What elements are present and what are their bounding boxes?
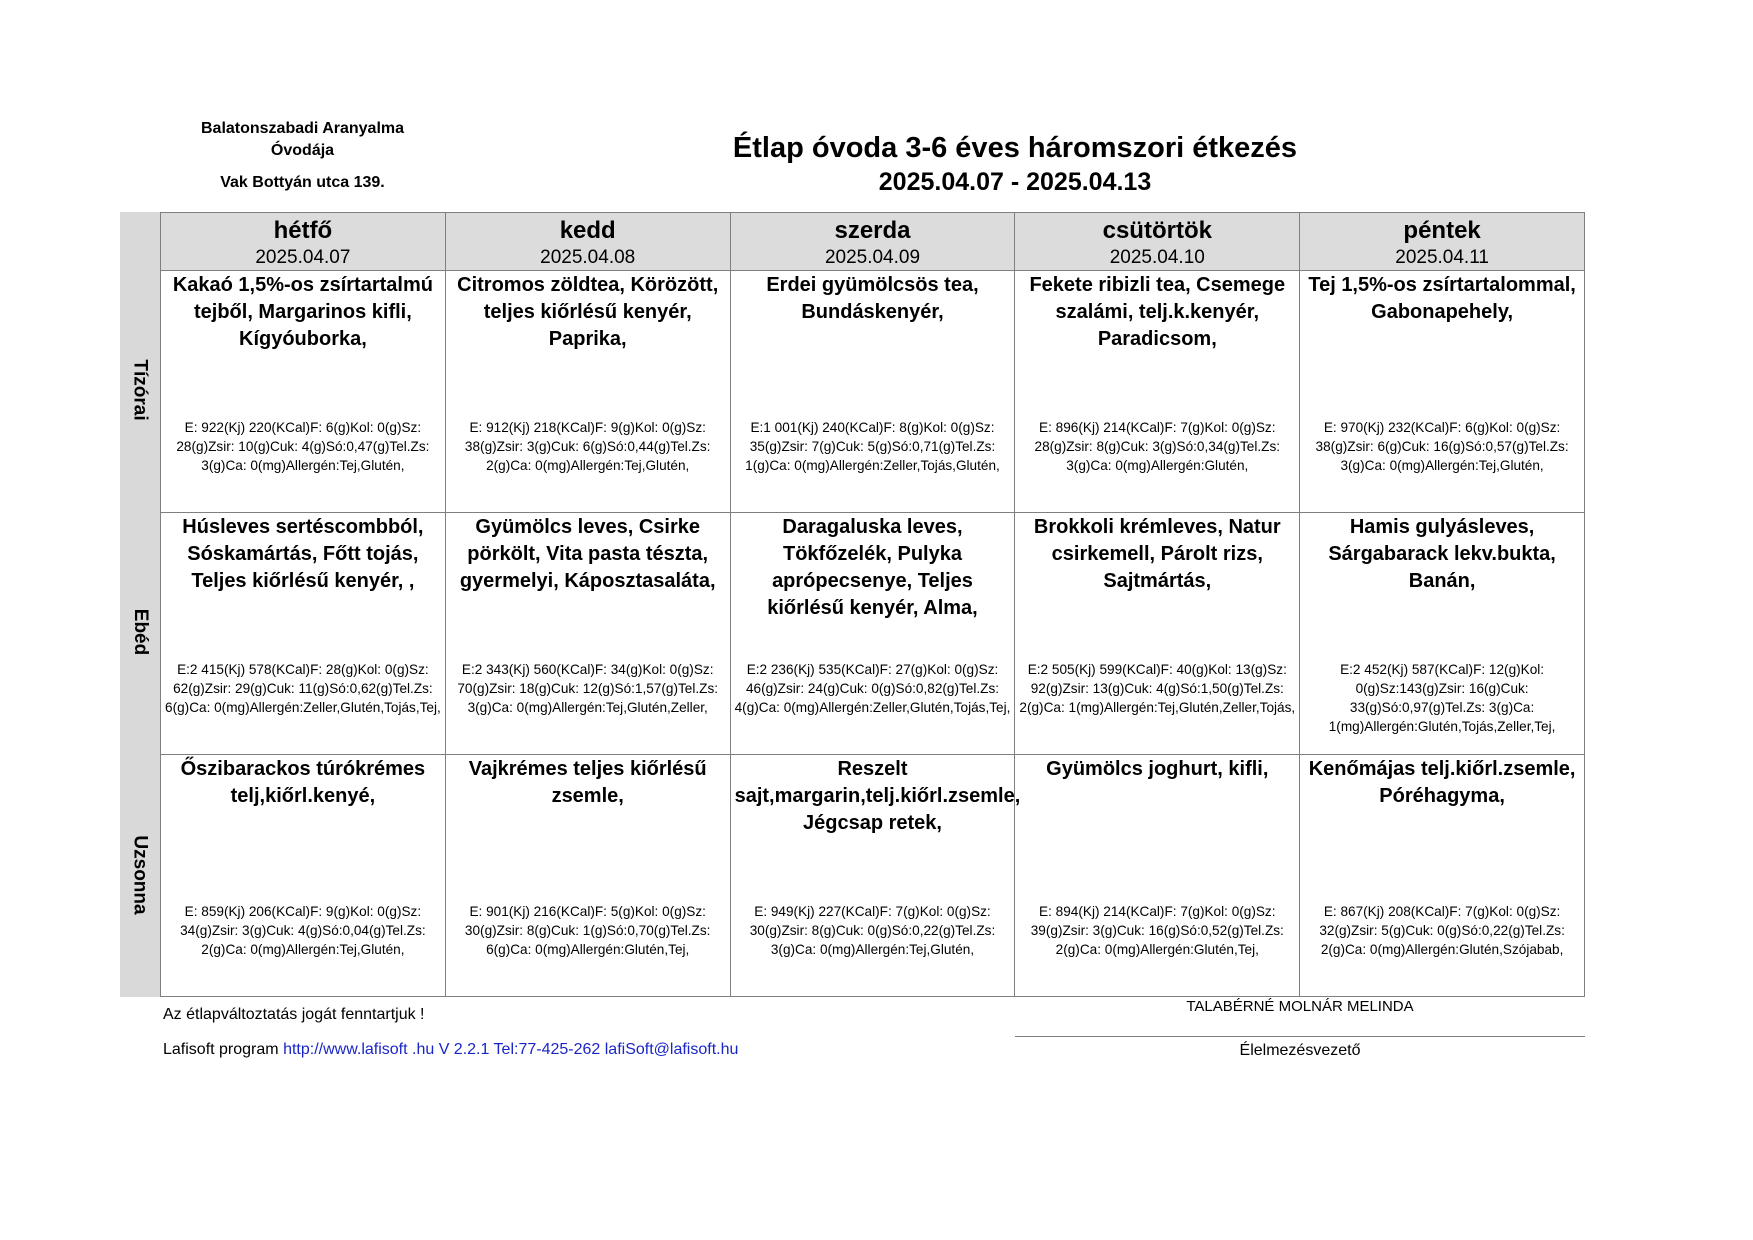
menu-date-range: 2025.04.07 - 2025.04.13 bbox=[878, 168, 1152, 196]
menu-cell bbox=[161, 271, 446, 513]
institution-name-line1: Balatonszabadi Aranyalma bbox=[200, 120, 405, 137]
nutrition-text: E: 901(Kj) 216(KCal)F: 5(g)Kol: 0(g)Sz: 30(g)Zsir: 8(g)Cuk: 1(g)Só:0,70(g)Tel.Zs: 6(g)Ca: 0(mg)Allergén:Glutén,Tej, bbox=[464, 904, 711, 957]
menu-cell bbox=[730, 513, 1015, 755]
dish-text: Tej 1,5%-os zsírtartalommal, Gabonapehely, bbox=[1308, 274, 1576, 323]
dish-text: Daragaluska leves, Tökfőzelék, Pulyka aprópecsenye, Teljes kiőrlésű kenyér, Alma, bbox=[767, 516, 978, 619]
institution-name-line2: Óvodája bbox=[270, 142, 335, 159]
dish-text: Citromos zöldtea, Körözött, teljes kiőrlésű kenyér, Paprika, bbox=[457, 274, 719, 350]
menu-cell bbox=[1015, 513, 1300, 755]
day-name: kedd bbox=[559, 217, 616, 244]
menu-title: Étlap óvoda 3-6 éves háromszori étkezés bbox=[732, 132, 1298, 164]
dish-text: Húsleves sertéscombból, Sóskamártás, Főtt tojás, Teljes kiőrlésű kenyér, , bbox=[182, 516, 424, 592]
day-name: csütörtök bbox=[1102, 217, 1212, 244]
meal-label-tizorai: Tízórai bbox=[130, 358, 152, 421]
weekly-menu-table bbox=[160, 212, 1585, 997]
day-date: 2025.04.11 bbox=[1395, 247, 1489, 268]
dish-text: Gyümölcs leves, Csirke pörkölt, Vita pasta tészta, gyermelyi, Káposztasaláta, bbox=[459, 516, 716, 592]
menu-cell bbox=[445, 513, 730, 755]
day-date: 2025.04.07 bbox=[255, 247, 351, 268]
nutrition-text: E:2 415(Kj) 578(KCal)F: 28(g)Kol: 0(g)Sz: 62(g)Zsir: 29(g)Cuk: 11(g)Só:0,62(g)Tel.Zs: 6(g)Ca: 0(mg)Allergén:Zeller,Glutén,Tojás,Tej, bbox=[165, 662, 441, 715]
nutrition-text: E: 859(Kj) 206(KCal)F: 9(g)Kol: 0(g)Sz: 34(g)Zsir: 3(g)Cuk: 4(g)Só:0,04(g)Tel.Zs: 2(g)Ca: 0(mg)Allergén:Tej,Glutén, bbox=[180, 904, 426, 957]
nutrition-text: E: 970(Kj) 232(KCal)F: 6(g)Kol: 0(g)Sz: 38(g)Zsir: 6(g)Cuk: 16(g)Só:0,57(g)Tel.Zs: 3(g)Ca: 0(mg)Allergén:Tej,Glutén, bbox=[1315, 420, 1569, 473]
meal-row-ebed bbox=[161, 513, 1585, 755]
nutrition-text: E:2 452(Kj) 587(KCal)F: 12(g)Kol: 0(g)Sz:143(g)Zsir: 16(g)Cuk: 33(g)Só:0,97(g)Tel.Zs: 3(g)Ca: 1(mg)Allergén:Glutén,Tojás,Zeller,Tej, bbox=[1328, 662, 1556, 734]
nutrition-text: E: 922(Kj) 220(KCal)F: 6(g)Kol: 0(g)Sz: 28(g)Zsir: 10(g)Cuk: 4(g)Só:0,47(g)Tel.Zs: 3(g)Ca: 0(mg)Allergén:Tej,Glutén, bbox=[176, 420, 430, 473]
menu-cell bbox=[1300, 755, 1585, 997]
dish-text: Gyümölcs joghurt, kifli, bbox=[1046, 758, 1269, 780]
day-header-row bbox=[161, 213, 1585, 271]
day-header-tuesday bbox=[445, 213, 730, 271]
dish-text: Brokkoli krémleves, Natur csirkemell, Párolt rizs, Sajtmártás, bbox=[1033, 516, 1281, 592]
dish-text: Őszibarackos túrókrémes telj,kiőrl.kenyé, bbox=[180, 758, 426, 807]
meal-row-tizorai bbox=[161, 271, 1585, 513]
day-date: 2025.04.10 bbox=[1109, 247, 1205, 268]
day-header-monday bbox=[161, 213, 446, 271]
meal-label-uzsonna: Uzsonna bbox=[130, 835, 151, 915]
menu-cell bbox=[445, 755, 730, 997]
menu-cell bbox=[1015, 271, 1300, 513]
dish-text: Reszelt sajt,margarin,telj.kiőrl.zsemle, Jégcsap retek, bbox=[734, 758, 1021, 834]
nutrition-text: E:1 001(Kj) 240(KCal)F: 8(g)Kol: 0(g)Sz: 35(g)Zsir: 7(g)Cuk: 5(g)Só:0,71(g)Tel.Zs: 1(g)Ca: 0(mg)Allergén:Zeller,Tojás,Glutén, bbox=[745, 420, 1000, 473]
nutrition-text: E: 867(Kj) 208(KCal)F: 7(g)Kol: 0(g)Sz: 32(g)Zsir: 5(g)Cuk: 0(g)Só:0,22(g)Tel.Zs: 2(g)Ca: 0(mg)Allergén:Glutén,Szójabab, bbox=[1319, 904, 1565, 957]
nutrition-text: E: 896(Kj) 214(KCal)F: 7(g)Kol: 0(g)Sz: 28(g)Zsir: 8(g)Cuk: 3(g)Só:0,34(g)Tel.Zs: 3(g)Ca: 0(mg)Allergén:Glutén, bbox=[1034, 420, 1281, 473]
institution-block bbox=[170, 118, 435, 194]
nutrition-text: E:2 505(Kj) 599(KCal)F: 40(g)Kol: 13(g)Sz: 92(g)Zsir: 13(g)Cuk: 4(g)Só:1,50(g)Tel.Zs: 2(g)Ca: 1(mg)Allergén:Tej,Glutén,Zeller,Tojás, bbox=[1019, 662, 1296, 715]
nutrition-text: E: 949(Kj) 227(KCal)F: 7(g)Kol: 0(g)Sz: 30(g)Zsir: 8(g)Cuk: 0(g)Só:0,22(g)Tel.Zs: 3(g)Ca: 0(mg)Allergén:Tej,Glutén, bbox=[749, 904, 996, 957]
dish-text: Fekete ribizli tea, Csemege szalámi, telj.k.kenyér, Paradicsom, bbox=[1029, 274, 1286, 350]
nutrition-text: E: 894(Kj) 214(KCal)F: 7(g)Kol: 0(g)Sz: 39(g)Zsir: 3(g)Cuk: 16(g)Só:0,52(g)Tel.Zs: 2(g)Ca: 0(mg)Allergén:Glutén,Tej, bbox=[1030, 904, 1284, 957]
nutrition-text: E:2 236(Kj) 535(KCal)F: 27(g)Kol: 0(g)Sz: 46(g)Zsir: 24(g)Cuk: 0(g)Só:0,82(g)Tel.Zs: 4(g)Ca: 0(mg)Allergén:Zeller,Glutén,Tojás,Tej, bbox=[734, 662, 1011, 715]
day-header-friday bbox=[1300, 213, 1585, 271]
nutrition-text: E: 912(Kj) 218(KCal)F: 9(g)Kol: 0(g)Sz: 38(g)Zsir: 3(g)Cuk: 6(g)Só:0,44(g)Tel.Zs: 2(g)Ca: 0(mg)Allergén:Tej,Glutén, bbox=[464, 420, 711, 473]
dish-text: Kenőmájas telj.kiőrl.zsemle, Póréhagyma, bbox=[1308, 758, 1576, 807]
day-header-wednesday bbox=[730, 213, 1015, 271]
signature-line bbox=[1015, 1036, 1585, 1037]
signer-name: TALABÉRNÉ MOLNÁR MELINDA bbox=[1186, 998, 1414, 1015]
dish-text: Kakaó 1,5%-os zsírtartalmú tejből, Margarinos kifli, Kígyóuborka, bbox=[172, 274, 433, 350]
nutrition-text: E:2 343(Kj) 560(KCal)F: 34(g)Kol: 0(g)Sz: 70(g)Zsir: 18(g)Cuk: 12(g)Só:1,57(g)Tel.Zs: 3(g)Ca: 0(mg)Allergén:Tej,Glutén,Zeller, bbox=[457, 662, 719, 715]
menu-cell bbox=[730, 271, 1015, 513]
menu-cell bbox=[1300, 271, 1585, 513]
day-name: szerda bbox=[834, 217, 911, 244]
dish-text: Hamis gulyásleves, Sárgabarack lekv.bukta, Banán, bbox=[1328, 516, 1556, 592]
menu-cell bbox=[161, 513, 446, 755]
institution-address: Vak Bottyán utca 139. bbox=[220, 174, 385, 191]
meal-label-sidebar bbox=[120, 212, 160, 997]
menu-cell bbox=[161, 755, 446, 997]
dish-text: Vajkrémes teljes kiőrlésű zsemle, bbox=[468, 758, 707, 807]
day-date: 2025.04.09 bbox=[824, 247, 921, 268]
day-name: hétfő bbox=[273, 217, 333, 244]
menu-cell bbox=[730, 755, 1021, 997]
change-disclaimer: Az étlapváltoztatás jogát fenntartjuk ! bbox=[163, 1006, 425, 1023]
menu-cell bbox=[445, 271, 730, 513]
dish-text: Erdei gyümölcsös tea, Bundáskenyér, bbox=[766, 274, 979, 323]
day-name: péntek bbox=[1403, 217, 1481, 244]
meal-row-uzsonna bbox=[161, 755, 1585, 997]
menu-cell bbox=[1015, 755, 1300, 997]
meal-label-ebed: Ebéd bbox=[130, 608, 152, 655]
program-credit-link[interactable]: http://www.lafisoft .hu V 2.2.1 Tel:77-425-262 lafiSoft@lafisoft.hu bbox=[283, 1041, 739, 1058]
signer-role: Élelmezésvezető bbox=[1239, 1042, 1361, 1059]
day-header-thursday bbox=[1015, 213, 1300, 271]
program-credit-prefix: Lafisoft program bbox=[163, 1041, 284, 1058]
day-date: 2025.04.08 bbox=[540, 247, 636, 268]
program-credit bbox=[163, 1041, 738, 1059]
menu-title-block bbox=[690, 130, 1340, 198]
menu-cell bbox=[1300, 513, 1585, 755]
